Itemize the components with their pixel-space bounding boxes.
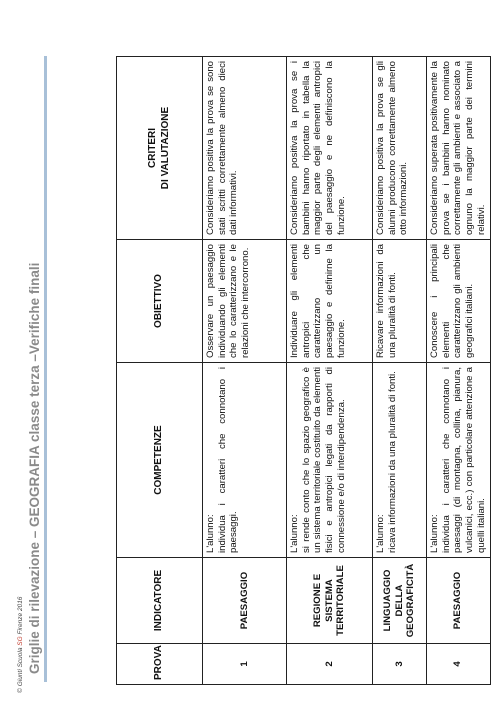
table-row	[203, 57, 287, 685]
header-indicatore: INDICATORE	[117, 558, 203, 644]
competenze-text: individua i caratteri che connotano i paesaggi.	[216, 367, 240, 553]
header-obiettivo: OBIETTIVO	[117, 240, 203, 363]
cell-criteri: Consideriamo positiva la prova se i bambini hanno riportato in tabella la maggior parte degli elementi antropici del paesaggio e ne definiscono la funzione.	[287, 57, 373, 240]
evaluation-table-container	[116, 57, 487, 685]
cell-obiettivo: Individuare gli elementi antropici che caratterizzano un paesaggio e definirne la funzione.	[287, 240, 373, 363]
footer-suffix: Firenze 2016	[17, 596, 24, 637]
cell-obiettivo: Conoscere i principali elementi che caratterizzano gli ambienti geografici italiani.	[427, 240, 491, 363]
competenze-text: individua i caratteri che connotano i paesaggi (di montagna, collina, pianura, vulcanici, ecc.) con particolare attenzione a quelli italiani.	[440, 367, 487, 553]
cell-prova: 3	[373, 644, 427, 685]
cell-indicatore: PAESAGGIO	[427, 558, 491, 644]
table-row	[373, 57, 427, 685]
cell-competenze	[373, 363, 427, 558]
competenze-intro: L'alunno:	[429, 514, 440, 553]
copyright-footer	[17, 597, 24, 693]
header-criteri-line2: DI VALUTAZIONE	[159, 106, 171, 190]
table-header-row	[117, 57, 203, 685]
cell-prova: 4	[427, 644, 491, 685]
header-criteri	[117, 57, 203, 240]
competenze-intro: L'alunno:	[205, 514, 216, 553]
evaluation-table	[116, 56, 491, 685]
footer-highlight: SG	[17, 636, 24, 646]
copyright-symbol: ©	[17, 688, 24, 693]
header-prova: PROVA	[117, 644, 203, 685]
cell-competenze	[203, 363, 287, 558]
title-underline	[44, 56, 47, 682]
table-row	[287, 57, 373, 685]
cell-criteri: Consideriamo positiva la prova se gli alunni producono correttamente almeno otto informazioni.	[373, 57, 427, 240]
cell-criteri: Consideriamo positiva la prova se sono stati scritti correttamente almeno dieci dati informativi.	[203, 57, 287, 240]
footer-prefix: Giunti Scuola	[17, 645, 24, 687]
cell-indicatore: LINGUAGGIO DELLA GEOGRAFICITÀ	[373, 558, 427, 644]
cell-indicatore: PAESAGGIO	[203, 558, 287, 644]
cell-criteri: Consideriamo superata positivamente la prova se i bambini hanno nominato correttamente gli ambienti e associato a ognuno la maggior parte dei termini relativi.	[427, 57, 491, 240]
competenze-text: si rende conto che lo spazio geografico è un sistema territoriale costituito da elementi fisici e antropici legati da rapporti di connessione e/o di interdipendenza.	[300, 367, 347, 553]
cell-prova: 1	[203, 644, 287, 685]
competenze-text: ricava informazioni da una pluralità di fonti.	[386, 371, 398, 553]
page-title: Griglie di rilevazione – GEOGRAFIA classe terza –Verifiche finali	[27, 262, 42, 674]
competenze-intro: L'alunno:	[375, 514, 386, 553]
cell-obiettivo: Ricavare informazioni da una pluralità di fonti.	[373, 240, 427, 363]
cell-prova: 2	[287, 644, 373, 685]
header-competenze: COMPETENZE	[117, 363, 203, 558]
competenze-intro: L'alunno:	[289, 514, 300, 553]
cell-competenze	[287, 363, 373, 558]
cell-competenze	[427, 363, 491, 558]
table-row	[427, 57, 491, 685]
cell-indicatore: REGIONE E SISTEMA TERRITORIALE	[287, 558, 373, 644]
header-criteri-line1: CRITERI	[147, 128, 159, 168]
cell-obiettivo: Osservare un paesaggio individuando gli elementi che lo caratterizzano e le relazioni che intercorrono.	[203, 240, 287, 363]
